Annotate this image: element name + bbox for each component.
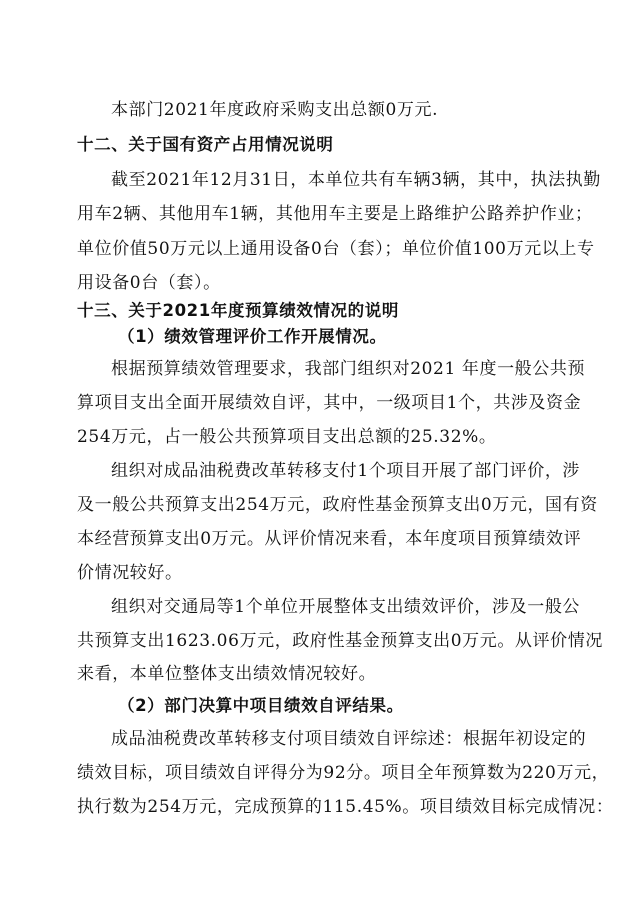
project-result-paragraph-line: 成品油税费改革转移支付项目绩效自评综述：根据年初设定的 <box>111 729 587 749</box>
overall-evaluation-paragraph-line: 来看，本单位整体支出绩效情况较好。 <box>77 664 377 684</box>
project-evaluation-paragraph-line: 组织对成品油税费改革转移支付1个项目开展了部门评价，涉 <box>111 461 581 481</box>
assets-paragraph-line: 用车2辆、其他用车1辆，其他用车主要是上路维护公路养护作业； <box>77 204 593 224</box>
project-evaluation-paragraph-line: 及一般公共预算支出254万元，政府性基金预算支出0万元，国有资 <box>77 495 598 515</box>
subsection-2-heading: （2）部门决算中项目绩效自评结果。 <box>118 696 404 715</box>
self-evaluation-paragraph-line: 根据预算绩效管理要求，我部门组织对2021 年度一般公共预 <box>111 359 586 379</box>
section-12-heading: 十二、关于国有资产占用情况说明 <box>77 135 334 154</box>
subsection-1-heading: （1）绩效管理评价工作开展情况。 <box>118 327 387 346</box>
self-evaluation-paragraph-line: 254万元，占一般公共预算项目支出总额的25.32%。 <box>77 427 497 447</box>
section-13-heading: 十三、关于2021年度预算绩效情况的说明 <box>77 301 399 320</box>
project-result-paragraph-line: 执行数为254万元，完成预算的115.45%。项目绩效目标完成情况： <box>77 797 614 817</box>
assets-paragraph-line: 截至2021年12月31日，本单位共有车辆3辆，其中，执法执勤 <box>111 170 601 190</box>
project-evaluation-paragraph-line: 价情况较好。 <box>77 563 183 583</box>
project-evaluation-paragraph-line: 本经营预算支出0万元。从评价情况来看，本年度项目预算绩效评 <box>77 529 582 549</box>
assets-paragraph-line: 单位价值50万元以上通用设备0台（套）；单位价值100万元以上专 <box>77 239 595 259</box>
project-result-paragraph-line: 绩效目标，项目绩效自评得分为92分。项目全年预算数为220万元， <box>77 763 610 783</box>
assets-paragraph-line: 用设备0台（套）。 <box>77 273 221 293</box>
procurement-total-paragraph: 本部门2021年度政府采购支出总额0万元. <box>111 100 439 120</box>
overall-evaluation-paragraph-line: 共预算支出1623.06万元，政府性基金预算支出0万元。从评价情况 <box>77 631 603 651</box>
self-evaluation-paragraph-line: 算项目支出全面开展绩效自评，其中，一级项目1个，共涉及资金 <box>77 393 582 413</box>
overall-evaluation-paragraph-line: 组织对交通局等1个单位开展整体支出绩效评价，涉及一般公 <box>111 597 581 617</box>
